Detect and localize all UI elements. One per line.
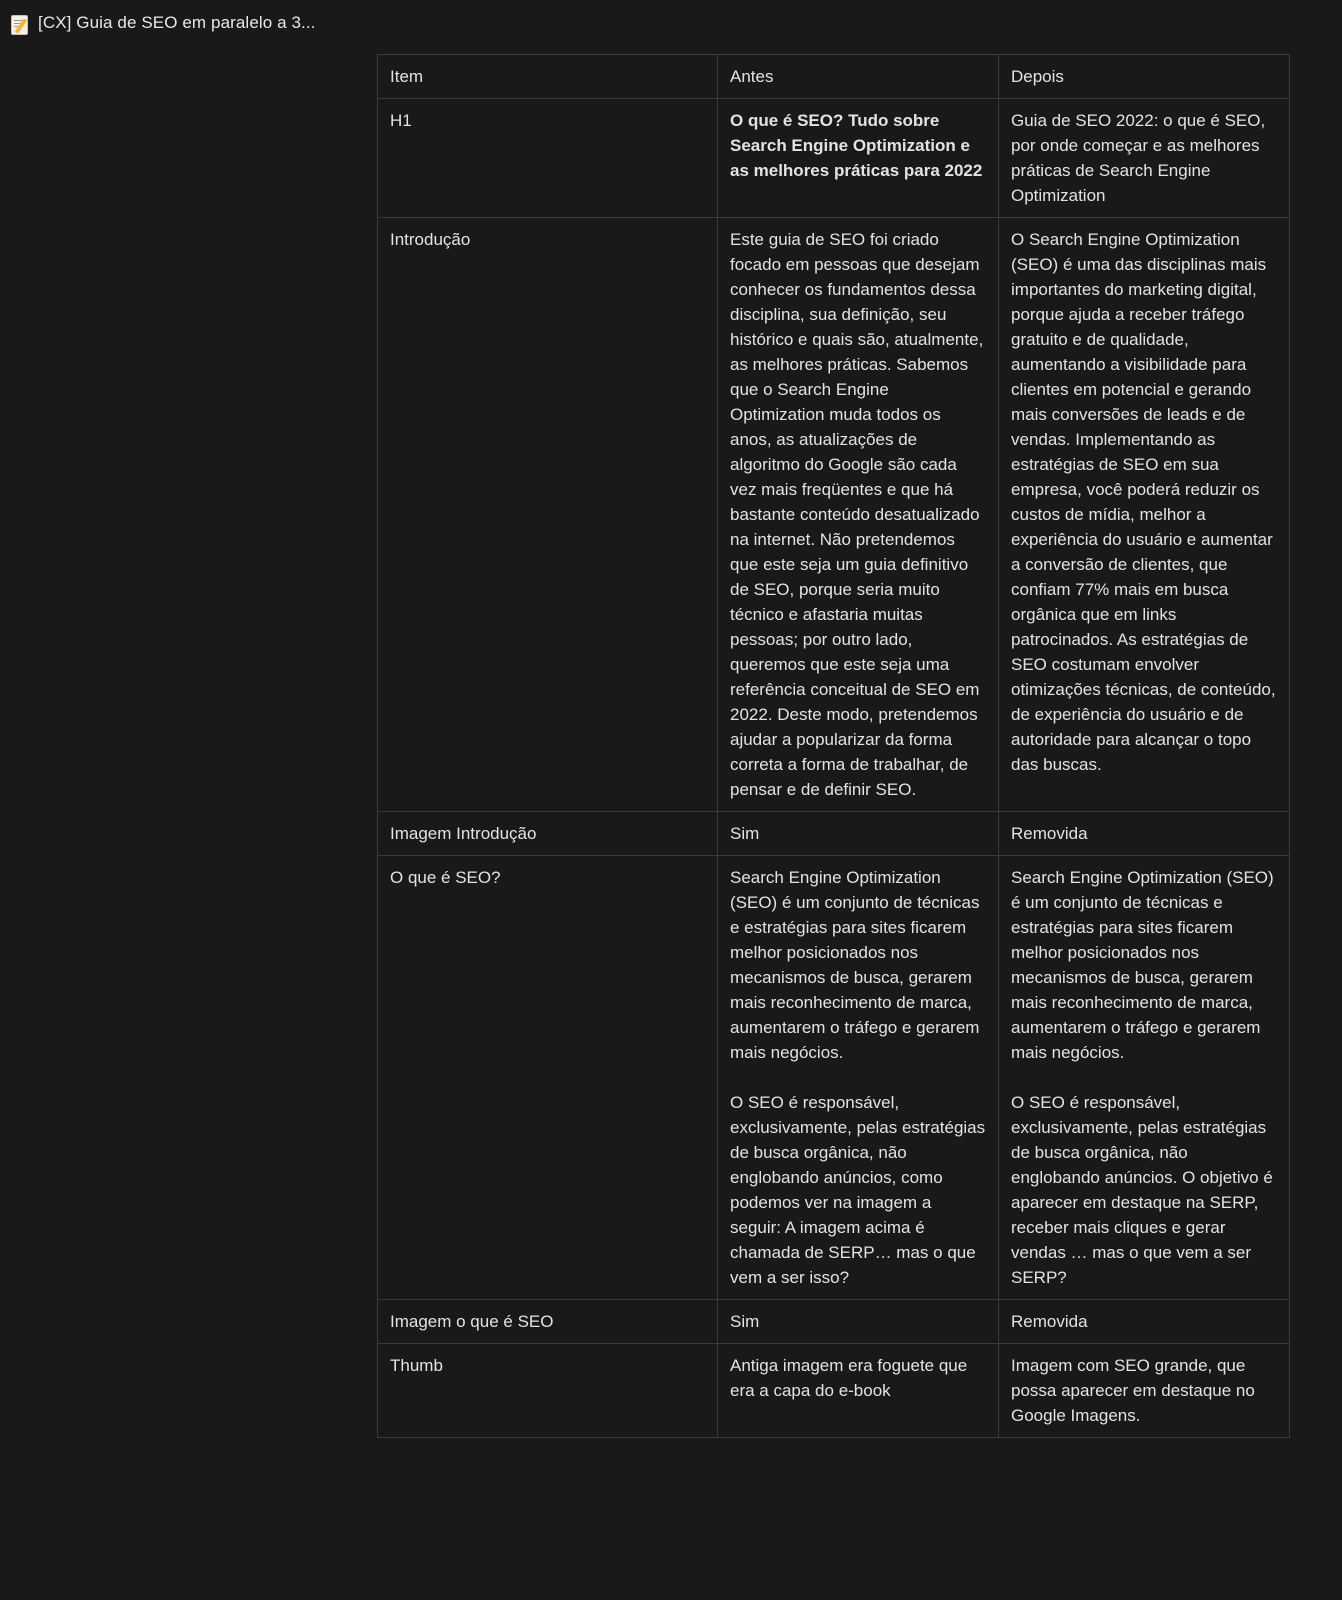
header-cell-item[interactable]: Item bbox=[378, 55, 718, 99]
table-cell-item[interactable]: Imagem o que é SEO bbox=[378, 1300, 718, 1344]
page-header bbox=[10, 12, 316, 34]
table-cell-depois[interactable]: Imagem com SEO grande, que possa aparecer em destaque no Google Imagens. bbox=[999, 1344, 1290, 1438]
table-cell-depois[interactable]: Removida bbox=[999, 812, 1290, 856]
memo-pencil-icon bbox=[10, 12, 30, 34]
page-title[interactable]: [CX] Guia de SEO em paralelo a 3... bbox=[38, 13, 316, 32]
table-cell-depois[interactable]: Search Engine Optimization (SEO) é um conjunto de técnicas e estratégias para sites ficarem melhor posicionados nos mecanismos de busca, gerarem mais reconhecimento de marca, aumentarem o tráfego e gerarem mais negócios. O SEO é responsável, exclusivamente, pelas estratégias de busca orgânica, não englobando anúncios. O objetivo é aparecer em destaque na SERP, receber mais cliques e gerar vendas … mas o que vem a ser SERP? bbox=[999, 856, 1290, 1300]
table-cell-antes[interactable]: Search Engine Optimization (SEO) é um conjunto de técnicas e estratégias para sites ficarem melhor posicionados nos mecanismos de busca, gerarem mais reconhecimento de marca, aumentarem o tráfego e gerarem mais negócios. O SEO é responsável, exclusivamente, pelas estratégias de busca orgânica, não englobando anúncios, como podemos ver na imagem a seguir: A imagem acima é chamada de SERP… mas o que vem a ser isso? bbox=[718, 856, 999, 1300]
table-row bbox=[378, 1300, 1290, 1344]
table-cell-item[interactable]: Introdução bbox=[378, 218, 718, 812]
table-cell-antes[interactable]: O que é SEO? Tudo sobre Search Engine Optimization e as melhores práticas para 2022 bbox=[718, 99, 999, 218]
table-cell-antes[interactable]: Sim bbox=[718, 1300, 999, 1344]
table-cell-depois[interactable]: Guia de SEO 2022: o que é SEO, por onde começar e as melhores práticas de Search Engine Optimization bbox=[999, 99, 1290, 218]
table-cell-antes[interactable]: Este guia de SEO foi criado focado em pessoas que desejam conhecer os fundamentos dessa disciplina, sua definição, seu histórico e quais são, atualmente, as melhores práticas. Sabemos que o Search Engine Optimization muda todos os anos, as atualizações de algoritmo do Google são cada vez mais freqüentes e que há bastante conteúdo desatualizado na internet. Não pretendemos que este seja um guia definitivo de SEO, porque seria muito técnico e afastaria muitas pessoas; por outro lado, queremos que este seja uma referência conceitual de SEO em 2022. Deste modo, pretendemos ajudar a popularizar da forma correta a forma de trabalhar, de pensar e de definir SEO. bbox=[718, 218, 999, 812]
table-cell-depois[interactable]: Removida bbox=[999, 1300, 1290, 1344]
table-row bbox=[378, 218, 1290, 812]
table-cell-depois[interactable]: O Search Engine Optimization (SEO) é uma das disciplinas mais importantes do marketing digital, porque ajuda a receber tráfego gratuito e de qualidade, aumentando a visibilidade para clientes em potencial e gerando mais conversões de leads e de vendas. Implementando as estratégias de SEO em sua empresa, você poderá reduzir os custos de mídia, melhor a experiência do usuário e aumentar a conversão de clientes, que confiam 77% mais em busca orgânica que em links patrocinados. As estratégias de SEO costumam envolver otimizações técnicas, de conteúdo, de experiência do usuário e de autoridade para alcançar o topo das buscas. bbox=[999, 218, 1290, 812]
table-cell-antes[interactable]: Sim bbox=[718, 812, 999, 856]
header-cell-antes[interactable]: Antes bbox=[718, 55, 999, 99]
table-row bbox=[378, 1344, 1290, 1438]
comparison-table bbox=[377, 54, 1290, 1438]
table-header-row bbox=[378, 55, 1290, 99]
table-cell-item[interactable]: H1 bbox=[378, 99, 718, 218]
table-cell-antes[interactable]: Antiga imagem era foguete que era a capa do e-book bbox=[718, 1344, 999, 1438]
table-row bbox=[378, 812, 1290, 856]
table-row bbox=[378, 99, 1290, 218]
table-cell-item[interactable]: O que é SEO? bbox=[378, 856, 718, 1300]
header-cell-depois[interactable]: Depois bbox=[999, 55, 1290, 99]
table-cell-item[interactable]: Thumb bbox=[378, 1344, 718, 1438]
table-cell-item[interactable]: Imagem Introdução bbox=[378, 812, 718, 856]
table-row bbox=[378, 856, 1290, 1300]
